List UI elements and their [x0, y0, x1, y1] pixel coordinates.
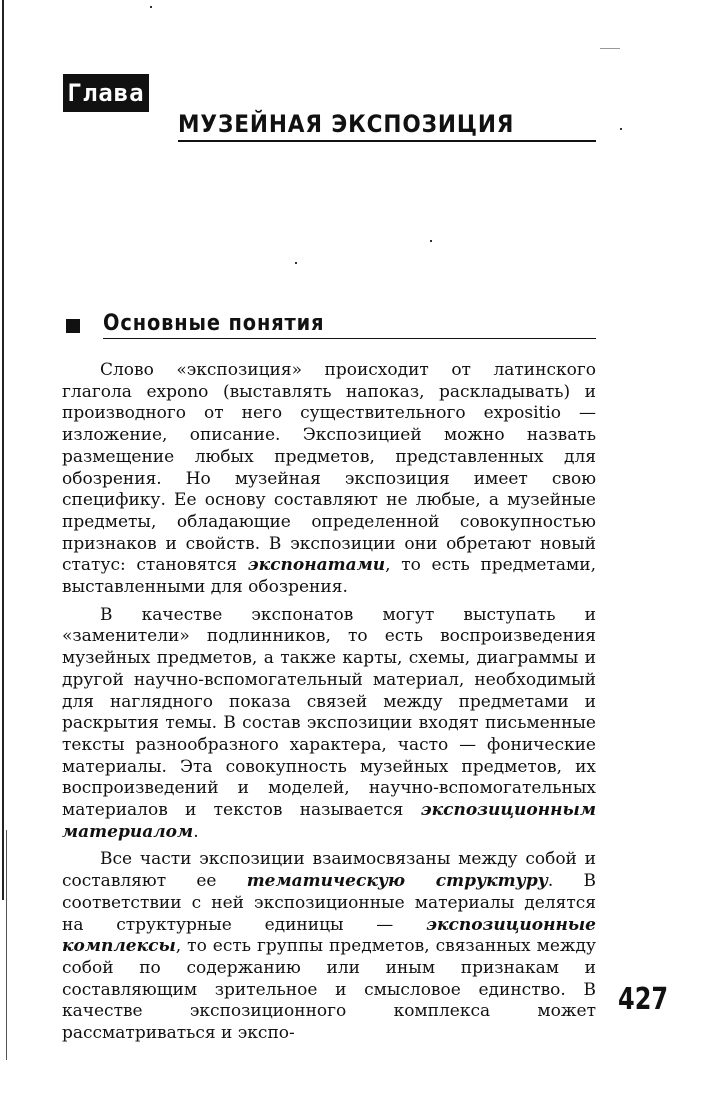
scan-speck: [620, 128, 622, 130]
chapter-label: Глава 5: [63, 74, 149, 112]
paragraph-text: .: [193, 821, 199, 842]
section-title-rule: [103, 338, 596, 339]
paragraph-text: Все части экспозиции взаимосвязаны между собой и составляют ее: [62, 849, 596, 892]
term-thematic-structure: тематическую структуру: [246, 871, 548, 892]
scan-speck: [150, 6, 152, 8]
paragraph-text: Слово «экспозиция» происходит от латинского глагола expono (выставлять напоказ, раскладывать) и производного от него существительного expositio — изложение, описание. Экспозицией можно назвать размещение любых предметов, представленных для обозрения. Но музейная экспозиция имеет свою специфику. Ее основу составляют не любые, а музейные предметы, обладающие определенной совокупностью признаков и свойств. В экспозиции они обретают новый статус: становятся: [62, 360, 596, 576]
paragraph-text: . В соответствии с ней экспозиционные материалы делятся на структурные единицы —: [62, 871, 597, 935]
scan-speck: [430, 240, 432, 242]
scan-edge-line: [2, 0, 4, 900]
paragraph-3: [62, 849, 596, 1044]
scan-edge-line-secondary: [6, 830, 7, 1060]
paragraph-2: [62, 605, 596, 844]
chapter-title: МУЗЕЙНАЯ ЭКСПОЗИЦИЯ: [178, 110, 515, 138]
term-exposition-material: экспозиционным материалом: [62, 800, 596, 842]
paragraph-1: [62, 360, 596, 599]
term-exposition-complexes: экспозиционные комплексы: [62, 914, 596, 957]
paragraph-text: , то есть предметами, выставленными для обозрения.: [62, 555, 596, 598]
paragraph-text: , то есть группы предметов, связанных между собой по содержанию или иным признакам и составляющим зрительное и смысловое единство. В качестве экспозиционного комплекса может рассматриваться и экспо-: [62, 936, 596, 1044]
paragraph-text: В качестве экспонатов могут выступать и «заменители» подлинников, то есть воспроизведения музейных предметов, а также карты, схемы, диаграммы и другой научно-вспомогательный материал, необходимый для наглядного показа связей между предметами и раскрытия темы. В состав экспозиции входят письменные тексты разнообразного характера, часто — фонические материалы. Эта совокупность музейных предметов, их воспроизведений и моделей, научно-вспомогательных материалов и текстов называется: [62, 604, 596, 821]
body-text: [62, 360, 596, 1051]
scan-speck: [600, 48, 620, 49]
term-exhibits: экспонатами: [247, 555, 386, 576]
section-bullet-icon: [66, 319, 80, 333]
scan-speck: [295, 262, 297, 264]
section-title: Основные понятия: [103, 311, 325, 336]
page-number: 427: [618, 982, 669, 1017]
chapter-title-rule: [178, 140, 596, 142]
